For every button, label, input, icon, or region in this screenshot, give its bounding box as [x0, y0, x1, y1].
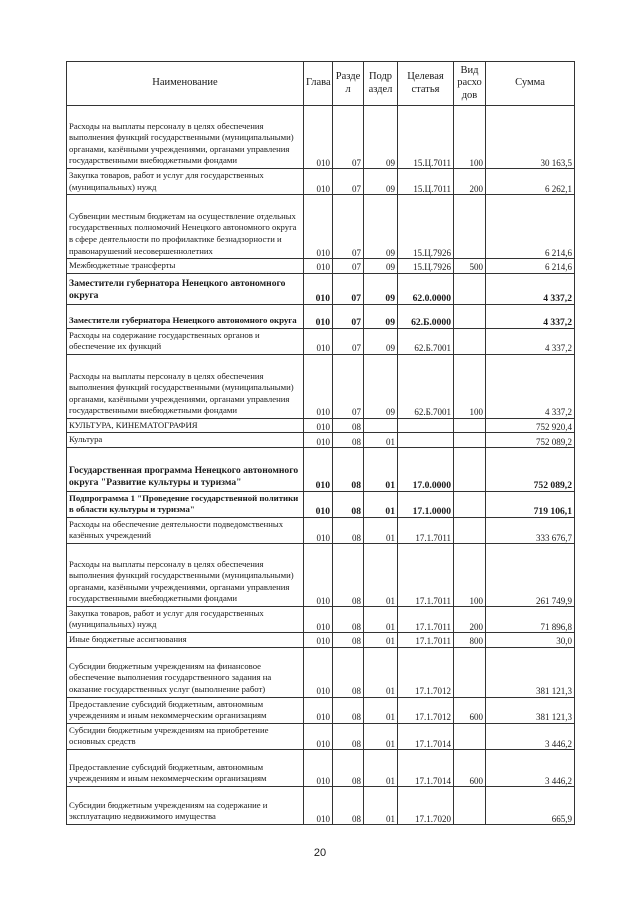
cell-podrazdel: 01 [364, 433, 398, 448]
cell-statya: 17.1.0000 [398, 491, 454, 517]
cell-statya [398, 433, 454, 448]
cell-summa: 4 337,2 [486, 304, 575, 328]
cell-name: Субсидии бюджетным учреждениям на содержание и эксплуатацию недвижимого имущества [67, 786, 304, 824]
table-header [67, 62, 575, 106]
cell-vid: 200 [454, 169, 486, 195]
cell-statya: 62.Б.7001 [398, 354, 454, 418]
cell-name: Субвенции местным бюджетам на осуществление отдельных государственных полномочий Ненецкого автономного округа в сфере деятельности по профилактике безнадзорности и правонарушений несовершеннолетних [67, 195, 304, 259]
cell-statya: 17.0.0000 [398, 447, 454, 491]
table-row [67, 304, 575, 328]
cell-summa: 4 337,2 [486, 328, 575, 354]
cell-razdel: 07 [333, 195, 364, 259]
cell-razdel: 08 [333, 606, 364, 632]
cell-summa: 333 676,7 [486, 517, 575, 543]
cell-podrazdel: 09 [364, 354, 398, 418]
cell-glava: 010 [304, 418, 333, 433]
cell-statya: 17.1.7012 [398, 647, 454, 697]
table-row [67, 723, 575, 749]
table-row [67, 418, 575, 433]
cell-glava: 010 [304, 491, 333, 517]
cell-name: Расходы на выплаты персоналу в целях обеспечения выполнения функций государственными (муниципальными) органами, казёнными учреждениями, органами управления государственными внебюджетными фондами [67, 543, 304, 606]
cell-statya: 17.1.7014 [398, 723, 454, 749]
cell-razdel: 07 [333, 259, 364, 274]
cell-name: Закупка товаров, работ и услуг для государственных (муниципальных) нужд [67, 606, 304, 632]
cell-vid [454, 723, 486, 749]
header-summa: Сумма [486, 62, 575, 106]
cell-razdel: 07 [333, 354, 364, 418]
cell-statya: 17.1.7012 [398, 697, 454, 723]
table-row [67, 647, 575, 697]
cell-name: Закупка товаров, работ и услуг для государственных (муниципальных) нужд [67, 169, 304, 195]
cell-summa: 4 337,2 [486, 354, 575, 418]
cell-glava: 010 [304, 786, 333, 824]
cell-glava: 010 [304, 697, 333, 723]
cell-statya: 17.1.7011 [398, 543, 454, 606]
cell-vid: 800 [454, 633, 486, 648]
cell-razdel: 07 [333, 169, 364, 195]
cell-vid [454, 447, 486, 491]
table-row [67, 447, 575, 491]
cell-glava: 010 [304, 273, 333, 304]
cell-podrazdel: 09 [364, 169, 398, 195]
cell-podrazdel: 01 [364, 633, 398, 648]
cell-podrazdel: 09 [364, 304, 398, 328]
cell-summa: 752 920,4 [486, 418, 575, 433]
cell-statya: 17.1.7011 [398, 517, 454, 543]
cell-razdel: 08 [333, 723, 364, 749]
table-row [67, 749, 575, 786]
cell-vid [454, 491, 486, 517]
cell-summa: 261 749,9 [486, 543, 575, 606]
cell-podrazdel: 09 [364, 259, 398, 274]
cell-summa: 665,9 [486, 786, 575, 824]
cell-podrazdel: 01 [364, 606, 398, 632]
cell-glava: 010 [304, 723, 333, 749]
cell-razdel: 08 [333, 447, 364, 491]
cell-podrazdel: 01 [364, 723, 398, 749]
cell-vid: 100 [454, 106, 486, 169]
cell-podrazdel: 01 [364, 647, 398, 697]
cell-podrazdel: 09 [364, 106, 398, 169]
cell-podrazdel: 01 [364, 517, 398, 543]
cell-glava: 010 [304, 259, 333, 274]
cell-name: Субсидии бюджетным учреждениям на финансовое обеспечение выполнения государственного задания на оказание государственных услуг (выполнение работ) [67, 647, 304, 697]
table-row [67, 273, 575, 304]
cell-summa: 71 896,8 [486, 606, 575, 632]
table-row [67, 169, 575, 195]
table-row [67, 697, 575, 723]
cell-summa: 30 163,5 [486, 106, 575, 169]
table-row [67, 543, 575, 606]
table-row [67, 433, 575, 448]
cell-glava: 010 [304, 169, 333, 195]
cell-vid: 500 [454, 259, 486, 274]
cell-vid [454, 786, 486, 824]
cell-glava: 010 [304, 749, 333, 786]
cell-summa: 30,0 [486, 633, 575, 648]
cell-name: Заместители губернатора Ненецкого автономного округа [67, 304, 304, 328]
header-statya: Целевая статья [398, 62, 454, 106]
cell-podrazdel: 01 [364, 786, 398, 824]
cell-vid: 100 [454, 543, 486, 606]
cell-summa: 381 121,3 [486, 647, 575, 697]
cell-vid [454, 195, 486, 259]
table-row [67, 106, 575, 169]
table-row [67, 606, 575, 632]
cell-podrazdel: 09 [364, 273, 398, 304]
cell-podrazdel: 09 [364, 195, 398, 259]
cell-name: Подпрограмма 1 "Проведение государственной политики в области культуры и туризма" [67, 491, 304, 517]
budget-table [66, 61, 575, 825]
cell-summa: 3 446,2 [486, 749, 575, 786]
cell-glava: 010 [304, 606, 333, 632]
cell-razdel: 08 [333, 786, 364, 824]
cell-summa: 4 337,2 [486, 273, 575, 304]
cell-name: Предоставление субсидий бюджетным, автономным учреждениям и иным некоммерческим организациям [67, 749, 304, 786]
cell-razdel: 07 [333, 106, 364, 169]
cell-glava: 010 [304, 328, 333, 354]
cell-razdel: 08 [333, 543, 364, 606]
cell-statya: 17.1.7014 [398, 749, 454, 786]
cell-razdel: 08 [333, 418, 364, 433]
table-row [67, 195, 575, 259]
cell-razdel: 08 [333, 749, 364, 786]
cell-vid: 600 [454, 749, 486, 786]
cell-name: Расходы на выплаты персоналу в целях обеспечения выполнения функций государственными (муниципальными) органами, казёнными учреждениями, органами управления государственными внебюджетными фондами [67, 106, 304, 169]
table-row [67, 328, 575, 354]
cell-statya: 62.Б.0000 [398, 304, 454, 328]
cell-statya: 15.Ц.7011 [398, 169, 454, 195]
table-row [67, 517, 575, 543]
header-podrazdel: Подр аздел [364, 62, 398, 106]
cell-summa: 6 214,6 [486, 259, 575, 274]
cell-name: Расходы на содержание государственных органов и обеспечение их функций [67, 328, 304, 354]
cell-razdel: 07 [333, 304, 364, 328]
cell-podrazdel: 01 [364, 491, 398, 517]
cell-statya: 15.Ц.7011 [398, 106, 454, 169]
cell-name: Субсидии бюджетным учреждениям на приобретение основных средств [67, 723, 304, 749]
table-row [67, 491, 575, 517]
cell-razdel: 08 [333, 433, 364, 448]
cell-vid: 600 [454, 697, 486, 723]
cell-glava: 010 [304, 647, 333, 697]
cell-statya: 62.Б.7001 [398, 328, 454, 354]
cell-statya: 15.Ц.7926 [398, 259, 454, 274]
cell-podrazdel [364, 418, 398, 433]
cell-razdel: 08 [333, 491, 364, 517]
page-number: 20 [313, 847, 327, 859]
table-row [67, 786, 575, 824]
cell-statya: 17.1.7011 [398, 633, 454, 648]
cell-name: Предоставление субсидий бюджетным, автономным учреждениям и иным некоммерческим организациям [67, 697, 304, 723]
cell-razdel: 07 [333, 273, 364, 304]
cell-name: Межбюджетные трансферты [67, 259, 304, 274]
table-row [67, 354, 575, 418]
cell-vid [454, 273, 486, 304]
cell-glava: 010 [304, 354, 333, 418]
cell-summa: 6 262,1 [486, 169, 575, 195]
cell-name: Расходы на выплаты персоналу в целях обеспечения выполнения функций государственными (муниципальными) органами, казёнными учреждениями, органами управления государственными внебюджетными фондами [67, 354, 304, 418]
cell-summa: 381 121,3 [486, 697, 575, 723]
cell-statya: 62.0.0000 [398, 273, 454, 304]
cell-statya: 17.1.7020 [398, 786, 454, 824]
table-row [67, 633, 575, 648]
cell-vid [454, 304, 486, 328]
cell-razdel: 08 [333, 517, 364, 543]
cell-vid [454, 328, 486, 354]
cell-razdel: 08 [333, 633, 364, 648]
cell-podrazdel: 01 [364, 697, 398, 723]
cell-name: Культура [67, 433, 304, 448]
header-glava: Глава [304, 62, 333, 106]
table-row [67, 259, 575, 274]
cell-podrazdel: 09 [364, 328, 398, 354]
header-name: Наименование [67, 62, 304, 106]
cell-vid [454, 517, 486, 543]
cell-statya: 15.Ц.7926 [398, 195, 454, 259]
cell-summa: 3 446,2 [486, 723, 575, 749]
cell-glava: 010 [304, 106, 333, 169]
cell-statya [398, 418, 454, 433]
cell-name: Заместители губернатора Ненецкого автономного округа [67, 273, 304, 304]
header-razdel: Разде л [333, 62, 364, 106]
cell-vid: 100 [454, 354, 486, 418]
cell-summa: 719 106,1 [486, 491, 575, 517]
cell-glava: 010 [304, 433, 333, 448]
cell-name: Иные бюджетные ассигнования [67, 633, 304, 648]
cell-summa: 752 089,2 [486, 447, 575, 491]
cell-summa: 6 214,6 [486, 195, 575, 259]
cell-name: Государственная программа Ненецкого автономного округа "Развитие культуры и туризма" [67, 447, 304, 491]
cell-name: КУЛЬТУРА, КИНЕМАТОГРАФИЯ [67, 418, 304, 433]
cell-vid [454, 647, 486, 697]
table-body [67, 106, 575, 825]
cell-razdel: 07 [333, 328, 364, 354]
cell-glava: 010 [304, 633, 333, 648]
cell-summa: 752 089,2 [486, 433, 575, 448]
cell-podrazdel: 01 [364, 447, 398, 491]
cell-glava: 010 [304, 195, 333, 259]
cell-glava: 010 [304, 517, 333, 543]
cell-podrazdel: 01 [364, 749, 398, 786]
cell-vid [454, 418, 486, 433]
cell-vid [454, 433, 486, 448]
cell-glava: 010 [304, 447, 333, 491]
cell-razdel: 08 [333, 697, 364, 723]
cell-vid: 200 [454, 606, 486, 632]
header-vid: Вид расхо дов [454, 62, 486, 106]
cell-statya: 17.1.7011 [398, 606, 454, 632]
cell-razdel: 08 [333, 647, 364, 697]
cell-glava: 010 [304, 304, 333, 328]
cell-podrazdel: 01 [364, 543, 398, 606]
cell-glava: 010 [304, 543, 333, 606]
cell-name: Расходы на обеспечение деятельности подведомственных казённых учреждений [67, 517, 304, 543]
